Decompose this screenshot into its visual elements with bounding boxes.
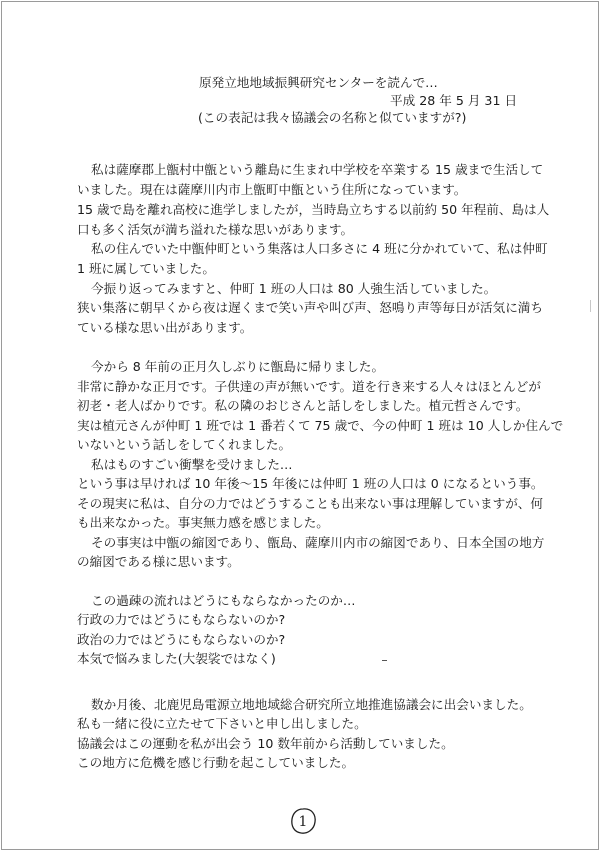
body-line: の縮図である様に思います。 <box>77 554 240 569</box>
body-line: 実は植元さんが仲町 1 班では 1 番若くて 75 歳で、今の仲町 1 班は 10 人しか住んで <box>77 418 564 433</box>
scan-artifact <box>590 300 594 312</box>
page-number <box>288 806 318 836</box>
stray-mark <box>382 660 387 661</box>
body-line: ている様な思い出があります。 <box>77 320 253 335</box>
body-line: その事実は中甑の縮図であり、甑島、薩摩川内市の縮図であり、日本全国の地方 <box>91 535 545 550</box>
body-line: 政治の力ではどうにもならないのか? <box>77 632 286 647</box>
body-line: 私は薩摩郡上甑村中甑という離島に生まれ中学校を卒業する 15 歳まで生活して <box>91 162 544 177</box>
body-line: 初老・老人ばかりです。私の隣のおじさんと話しをしました。植元哲さんです。 <box>77 398 529 413</box>
body-line: という事は早ければ 10 年後～15 年後には仲町 1 班の人口は 0 になるという事。 <box>77 476 544 491</box>
body-line: 非常に静かな正月です。子供達の声が無いです。道を行き来する人々はほとんどが <box>77 379 541 394</box>
body-line: いないという話しをしてくれました。 <box>77 437 292 452</box>
body-line: 協議会はこの運動を私が出会う 10 数年前から活動していました。 <box>77 736 454 751</box>
body-line: 今振り返ってみますと、仲町 1 班の人口は 80 人強生活していました。 <box>91 281 497 296</box>
body-line: 1 班に属していました。 <box>77 261 215 276</box>
page-number-text: 1 <box>298 814 308 830</box>
document-title: 原発立地地域振興研究センターを読んで… <box>199 75 438 90</box>
body-line: 私の住んでいた中甑仲町という集落は人口多さに 4 班に分かれていて、私は仲町 <box>91 241 548 256</box>
body-line: 行政の力ではどうにもならないのか? <box>77 612 286 627</box>
body-line: その現実に私は、自分の力ではどうすることも出来ない事は理解していますが、何 <box>77 496 543 511</box>
body-line: 15 歳で島を離れ高校に進学しましたが，当時島立ちする以前約 50 年程前、島は人 <box>77 202 550 217</box>
document-date: 平成 28 年 5 月 31 日 <box>390 93 518 108</box>
body-line: 私も一緒に役に立たせて下さいと申し出しました。 <box>77 716 367 731</box>
body-line: 今から 8 年前の正月久しぶりに甑島に帰りました。 <box>91 359 385 374</box>
body-line: 本気で悩みました(大袈裟ではなく) <box>77 651 276 666</box>
body-line: 狭い集落に朝早くから夜は遅くまで笑い声や叫び声、怒鳴り声等毎日が活気に満ち <box>77 300 543 315</box>
body-line: この地方に危機を感じ行動を起こしていました。 <box>77 755 355 770</box>
body-line: 私はものすごい衝撃を受けました… <box>91 457 293 472</box>
title-note: (この表記は我々協議会の名称と似ていますが?) <box>198 110 467 125</box>
body-line: も出来なかった。事実無力感を感じました。 <box>77 515 329 530</box>
body-line: この過疎の流れはどうにもならなかったのか… <box>91 593 356 608</box>
body-line: いました。現在は薩摩川内市上甑町中甑という住所になっています。 <box>77 182 467 197</box>
body-line: 口も多く活気が満ち溢れた様な思いがあります。 <box>77 222 354 237</box>
body-line: 数か月後、北鹿児島電源立地地域総合研究所立地推進協議会に出会いました。 <box>91 697 532 712</box>
